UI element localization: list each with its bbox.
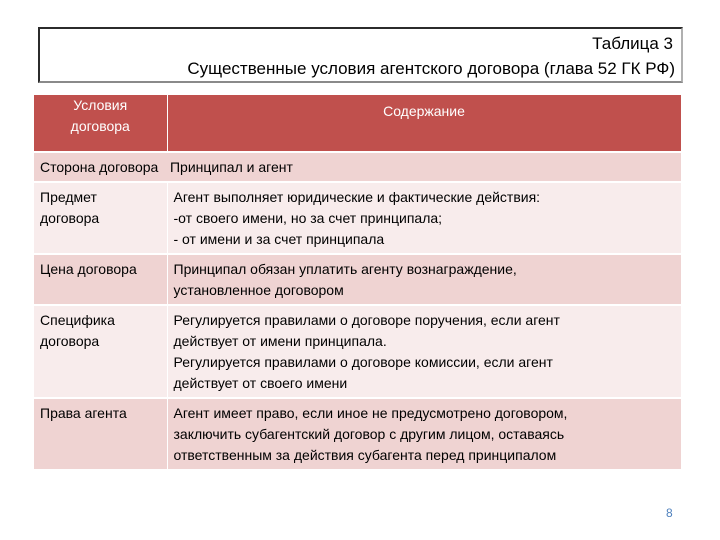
row-content-line: Агент имеет право, если иное не предусмотрено договором, [173, 405, 568, 421]
page-number: 8 [666, 506, 673, 520]
table-header-row [34, 95, 681, 152]
table-row [34, 254, 681, 305]
row-content-line: Регулируется правилами о договоре поручения, если агент [173, 312, 560, 328]
row-content [167, 398, 681, 469]
header-conditions-line: договора [70, 118, 130, 134]
side-row-label: Сторона договора [40, 159, 159, 175]
row-label-line: Специфика [40, 312, 115, 328]
row-content-line: -от своего имени, но за счет принципала; [173, 210, 443, 226]
row-label-line: Предмет [40, 189, 97, 205]
table-number: Таблица 3 [592, 34, 673, 53]
table-row [34, 398, 681, 469]
row-content-line: Агент выполняет юридические и фактические действия: [173, 189, 541, 205]
row-content [167, 305, 681, 398]
row-content-line: Принципал обязан уплатить агенту вознаграждение, [173, 261, 517, 277]
row-label [34, 182, 167, 254]
agency-conditions-table [34, 95, 682, 469]
row-content-line: ответственным за действия субагента перед принципалом [173, 447, 557, 463]
row-content [167, 182, 681, 254]
row-content-line: - от имени и за счет принципала [173, 231, 385, 247]
row-content-line: установленное договором [173, 282, 344, 298]
table-caption-box [38, 27, 683, 83]
table-row-side [34, 152, 681, 182]
row-label-line: Цена договора [40, 261, 137, 277]
row-label-line: договора [40, 333, 100, 349]
header-content: Содержание [167, 95, 681, 152]
row-label [34, 254, 167, 305]
row-content-line: Регулируется правилами о договоре комиссии, если агент [173, 354, 553, 370]
row-label [34, 305, 167, 398]
side-row-cell [34, 152, 681, 182]
header-conditions [34, 95, 167, 152]
row-content-line: действует от имени принципала. [173, 333, 387, 349]
table-title: Существенные условия агентского договора (глава 52 ГК РФ) [187, 59, 675, 78]
row-label [34, 398, 167, 469]
row-content [167, 254, 681, 305]
row-content-line: действует от своего имени [173, 375, 348, 391]
table-row [34, 305, 681, 398]
row-content-line: заключить субагентский договор с другим лицом, оставаясь [173, 426, 565, 442]
table-row [34, 182, 681, 254]
header-conditions-line: Условия [73, 97, 128, 113]
row-label-line: Права агента [40, 405, 127, 421]
row-label-line: договора [40, 210, 100, 226]
side-row-value: Принципал и агент [169, 159, 293, 175]
